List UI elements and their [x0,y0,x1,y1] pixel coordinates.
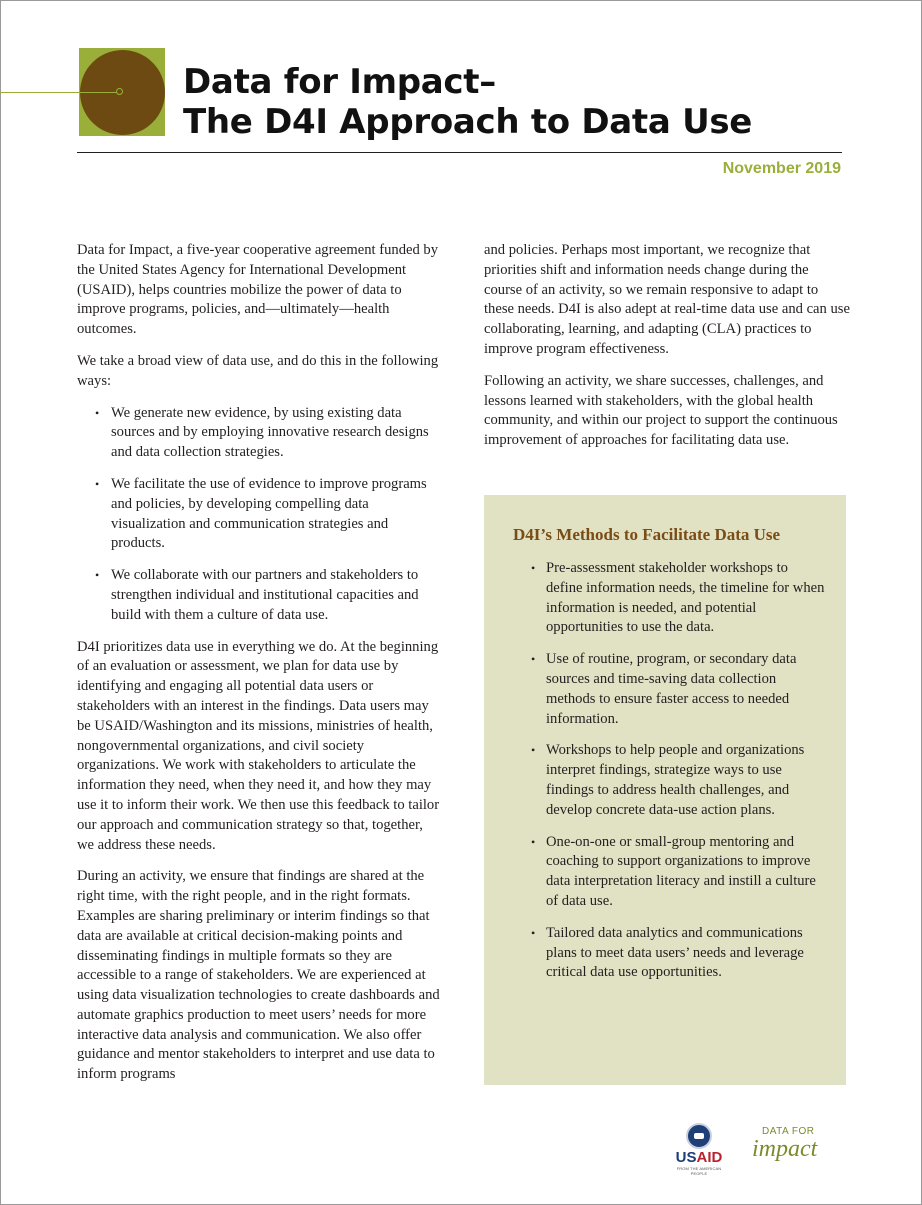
usaid-seal-icon [686,1123,712,1149]
intro-paragraph: Data for Impact, a five-year cooperative agreement funded by the United States Agency for International Development (USAID), helps countries mobilize the power of data to improve programs, policies, and—ultimately—health outcomes. [77,242,439,338]
usaid-tagline: FROM THE AMERICAN PEOPLE [676,1166,722,1176]
right-column [484,241,850,463]
ways-intro-paragraph: We take a broad view of data use, and do this in the following ways: [77,352,439,389]
d4i-logo [752,1126,842,1166]
list-item: • We collaborate with our partners and stakeholders to strengthen individual and institutional capacities and build with them a culture of data use. [77,566,443,625]
list-item: • Workshops to help people and organizations interpret findings, strategize ways to use findings to address health challenges, and develop concrete data-use action plans. [513,741,826,820]
usaid-aid: AID [696,1149,723,1166]
header-logo-line [0,92,117,93]
d4i-logo-main: impact [752,1136,818,1162]
ways-list [77,404,443,626]
list-item: • Pre-assessment stakeholder workshops to define information needs, the timeline for when information is needed, and potential opportunities to use the data. [513,559,826,638]
usaid-us: US [675,1149,697,1166]
list-item: • We facilitate the use of evidence to improve programs and policies, by developing compelling data visualization and communication strategies and products. [77,475,443,554]
d4i-logo-top: DATA FOR [762,1126,815,1137]
usaid-logo [668,1123,730,1176]
methods-list [513,559,826,983]
methods-sidebar [484,495,846,1085]
list-item: • We generate new evidence, by using existing data sources and by employing innovative research designs and data collection strategies. [77,404,443,463]
priorities-paragraph: D4I prioritizes data use in everything we do. At the beginning of an evaluation or assessment, we plan for data use by identifying and engaging all potential data users or stakeholders with an interest in the findings. Data users may be USAID/Washington and its missions, ministries of health, nongovernmental organizations, and civil society organizations. We work with stakeholders to articulate the information they need, when they need it, and how they may use it to inform their work. We then use this feedback to tailor our approach and communication strategy so that, together, we address these needs. [77,638,440,853]
title-line-2: The D4I Approach to Data Use [183,102,753,142]
during-activity-paragraph: During an activity, we ensure that findings are shared at the right time, with the right people, and in the right formats. Examples are sharing preliminary or interim findings so that data are available at critical decision-making points and disseminating findings in multiple formats so they are accessible to a range of stakeholders. We are experienced at using data visualization technologies to create dashboards and automate graphics production to meet users’ needs for more interactive data analysis and communication. We also offer guidance and mentor stakeholders to interpret and use data to inform programs [77,868,440,1083]
usaid-wordmark [668,1150,730,1166]
list-item: • Use of routine, program, or secondary data sources and time-saving data collection methods to ensure faster access to needed information. [513,650,826,729]
following-activity-paragraph: Following an activity, we share successes, challenges, and lessons learned with stakeholders, with the global health community, and within our project to support the continuous improvement of approaches for facilitating data use. [484,372,838,449]
publication-date: November 2019 [722,160,841,177]
title-line-1: Data for Impact– [183,62,496,102]
header-logo-dot-icon [116,88,123,95]
page-title [183,62,752,142]
list-item: • Tailored data analytics and communications plans to meet data users’ needs and leverage critical data use opportunities. [513,924,826,983]
header-divider [77,152,842,153]
methods-heading: D4I’s Methods to Facilitate Data Use [513,525,781,544]
left-column [77,241,443,1097]
continued-paragraph: and policies. Perhaps most important, we recognize that priorities shift and information needs change during the course of an activity, so we remain responsive to adapt to these needs. D4I is also adept at real-time data use and can use collaborating, learning, and adapting (CLA) practices to improve program effectiveness. [484,242,850,357]
list-item: • One-on-one or small-group mentoring and coaching to support organizations to improve data interpretation literacy and instill a culture of data use. [513,833,826,912]
